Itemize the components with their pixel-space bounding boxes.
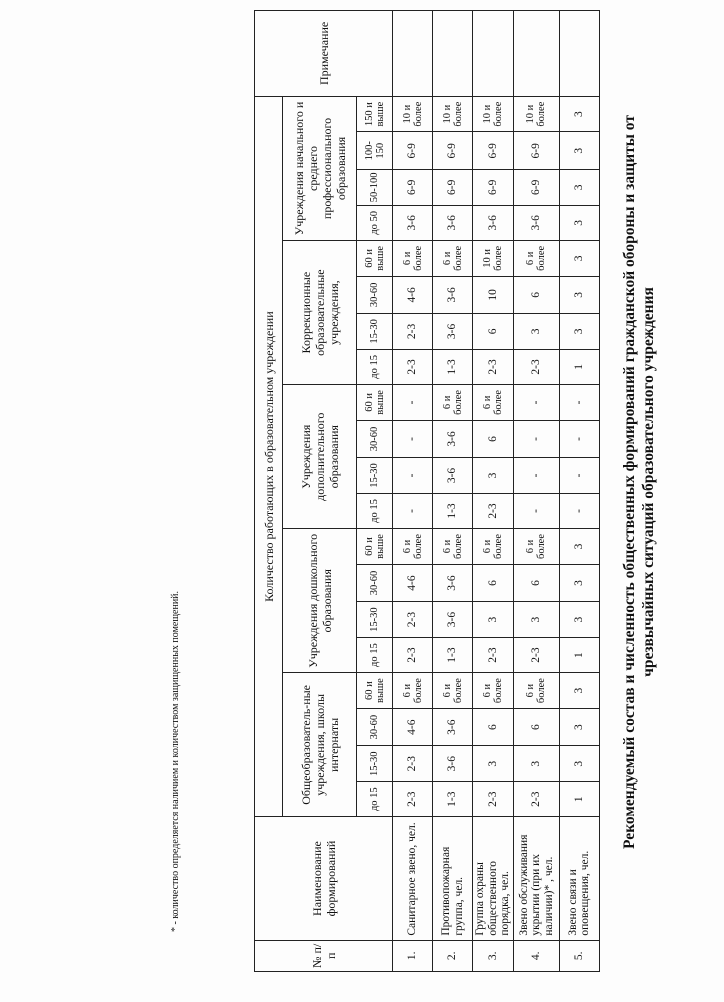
count-cell: 6 <box>473 314 514 350</box>
count-cell: 6 и более <box>473 385 514 421</box>
count-cell: 2-3 <box>393 746 433 782</box>
count-cell: 2-3 <box>393 602 433 638</box>
count-cell: 2-3 <box>513 349 559 385</box>
count-cell: 3-6 <box>433 276 473 314</box>
count-cell: 1 <box>559 349 599 385</box>
row-number: 5. <box>559 940 599 971</box>
subheader-cell: до 15 <box>357 349 393 385</box>
count-cell: 10 и более <box>513 96 559 132</box>
document-title <box>620 22 658 942</box>
count-cell: 6 и более <box>513 241 559 277</box>
count-cell: 2-3 <box>393 781 433 817</box>
count-cell: 3 <box>559 241 599 277</box>
count-cell: 3 <box>559 708 599 746</box>
subheader-cell: 15-30 <box>357 314 393 350</box>
formation-name: Звено обслуживания укрытии (при их наличии)* , чел. <box>513 817 559 940</box>
count-cell: 2-3 <box>473 493 514 529</box>
count-cell: 6 и более <box>433 241 473 277</box>
count-cell: 1-3 <box>433 493 473 529</box>
count-cell: 6-9 <box>393 170 433 206</box>
count-cell: 3-6 <box>433 420 473 458</box>
count-cell: 10 и более <box>473 241 514 277</box>
count-cell: - <box>559 493 599 529</box>
count-cell: 10 и более <box>473 96 514 132</box>
note-cell <box>473 11 514 97</box>
row-number: 4. <box>513 940 559 971</box>
header-num: № п/п <box>255 940 393 971</box>
row-number: 2. <box>433 940 473 971</box>
count-cell: 6 и более <box>393 673 433 709</box>
count-cell: 3 <box>559 564 599 602</box>
note-cell <box>393 11 433 97</box>
subheader-cell: 60 и выше <box>357 241 393 277</box>
note-cell <box>433 11 473 97</box>
count-cell: 3-6 <box>433 746 473 782</box>
count-cell: 2-3 <box>473 349 514 385</box>
note-cell <box>513 11 559 97</box>
count-cell: 1-3 <box>433 349 473 385</box>
count-cell: 4-6 <box>393 276 433 314</box>
count-cell: 3 <box>559 170 599 206</box>
count-cell: 3-6 <box>433 602 473 638</box>
table-row <box>559 11 599 972</box>
count-cell: 3 <box>559 96 599 132</box>
count-cell: - <box>559 420 599 458</box>
count-cell: 1 <box>559 637 599 673</box>
count-cell: 10 и более <box>393 96 433 132</box>
subheader-cell: 30-60 <box>357 420 393 458</box>
count-cell: 6-9 <box>393 132 433 170</box>
count-cell: 3 <box>559 314 599 350</box>
header-group-additional: Учреждения дополнительного образования <box>283 385 357 529</box>
count-cell: 3-6 <box>393 205 433 241</box>
header-group-general: Общеобразователь-ные учреждения, школы интернаты <box>283 673 357 817</box>
count-cell: - <box>513 385 559 421</box>
table-row <box>393 11 433 972</box>
subheader-cell: 50-100 <box>357 170 393 206</box>
count-cell: 6 и более <box>433 529 473 565</box>
subheader-cell: 60 и выше <box>357 385 393 421</box>
count-cell: 6-9 <box>513 170 559 206</box>
subheader-cell: 15-30 <box>357 458 393 494</box>
header-name: Наименование формирований <box>255 817 393 940</box>
count-cell: - <box>513 493 559 529</box>
count-cell: - <box>559 458 599 494</box>
count-cell: 6-9 <box>473 132 514 170</box>
formation-name: Звено связи и оповещения, чел. <box>559 817 599 940</box>
row-number: 3. <box>473 940 514 971</box>
subheader-cell: 30-60 <box>357 708 393 746</box>
count-cell: 6 и более <box>433 673 473 709</box>
count-cell: 6 <box>513 708 559 746</box>
count-cell: - <box>559 385 599 421</box>
count-cell: 4-6 <box>393 708 433 746</box>
subheader-cell: до 15 <box>357 493 393 529</box>
subheader-cell: до 50 <box>357 205 393 241</box>
count-cell: 3 <box>559 132 599 170</box>
count-cell: 3 <box>559 602 599 638</box>
count-cell: 2-3 <box>393 637 433 673</box>
count-cell: 6-9 <box>433 132 473 170</box>
count-cell: 6-9 <box>473 170 514 206</box>
count-cell: 3-6 <box>433 564 473 602</box>
count-cell: 3 <box>513 602 559 638</box>
title-line-1: Рекомендуемый состав и численность общественных формирований гражданской обороны и защиты от <box>621 115 638 849</box>
count-cell: 6 и более <box>473 673 514 709</box>
header-workers: Количество работающих в образовательном учреждении <box>255 96 283 817</box>
subheader-cell: 15-30 <box>357 746 393 782</box>
count-cell: 3-6 <box>433 205 473 241</box>
count-cell: 3 <box>559 205 599 241</box>
count-cell: - <box>393 458 433 494</box>
footnote: * - количество определяется наличием и количеством защищенных помещений. <box>170 590 181 932</box>
count-cell: 2-3 <box>513 637 559 673</box>
title-line-2: чрезвычайных ситуаций образовательного учреждения <box>640 287 657 677</box>
count-cell: 6 и более <box>433 385 473 421</box>
count-cell: 3 <box>473 746 514 782</box>
header-note: Примечание <box>255 11 393 97</box>
count-cell: 3-6 <box>513 205 559 241</box>
header-group-professional: Учреждения начального и среднего профессионального образования <box>283 96 357 240</box>
subheader-cell: 100-150 <box>357 132 393 170</box>
count-cell: 2-3 <box>513 781 559 817</box>
count-cell: 4-6 <box>393 564 433 602</box>
table-row <box>513 11 559 972</box>
header-group-correctional: Коррекционные образовательные учреждения, <box>283 241 357 385</box>
count-cell: 3-6 <box>433 314 473 350</box>
count-cell: 3-6 <box>433 458 473 494</box>
count-cell: 3 <box>559 673 599 709</box>
note-cell <box>559 11 599 97</box>
count-cell: 3 <box>559 529 599 565</box>
count-cell: 3-6 <box>473 205 514 241</box>
formation-name: Противопожарная группа, чел. <box>433 817 473 940</box>
count-cell: 3-6 <box>433 708 473 746</box>
subheader-cell: 30-60 <box>357 564 393 602</box>
header-group-preschool: Учреждения дошкольного образования <box>283 529 357 673</box>
count-cell: 6 <box>473 564 514 602</box>
count-cell: 6 <box>513 276 559 314</box>
table-row <box>473 11 514 972</box>
count-cell: 3 <box>473 602 514 638</box>
formations-table <box>254 10 600 972</box>
count-cell: - <box>513 458 559 494</box>
count-cell: - <box>393 420 433 458</box>
count-cell: 1 <box>559 781 599 817</box>
subheader-cell: 60 и выше <box>357 529 393 565</box>
count-cell: 2-3 <box>393 314 433 350</box>
count-cell: - <box>393 385 433 421</box>
row-number: 1. <box>393 940 433 971</box>
count-cell: 6 <box>473 708 514 746</box>
count-cell: 6 и более <box>513 673 559 709</box>
count-cell: - <box>513 420 559 458</box>
subheader-cell: 60 и выше <box>357 673 393 709</box>
count-cell: 2-3 <box>393 349 433 385</box>
subheader-cell: до 15 <box>357 637 393 673</box>
count-cell: 6-9 <box>433 170 473 206</box>
table-row <box>433 11 473 972</box>
count-cell: 6-9 <box>513 132 559 170</box>
formation-name: Санитарное звено, чел. <box>393 817 433 940</box>
count-cell: 1-3 <box>433 781 473 817</box>
count-cell: 2-3 <box>473 637 514 673</box>
count-cell: 3 <box>473 458 514 494</box>
count-cell: 10 <box>473 276 514 314</box>
count-cell: 6 и более <box>513 529 559 565</box>
subheader-cell: 15-30 <box>357 602 393 638</box>
count-cell: 6 <box>513 564 559 602</box>
count-cell: 3 <box>559 746 599 782</box>
count-cell: 6 и более <box>393 529 433 565</box>
count-cell: 2-3 <box>473 781 514 817</box>
count-cell: - <box>393 493 433 529</box>
count-cell: 6 <box>473 420 514 458</box>
count-cell: 10 и более <box>433 96 473 132</box>
subheader-cell: 30-60 <box>357 276 393 314</box>
count-cell: 6 и более <box>473 529 514 565</box>
count-cell: 3 <box>559 276 599 314</box>
count-cell: 3 <box>513 314 559 350</box>
subheader-cell: до 15 <box>357 781 393 817</box>
count-cell: 3 <box>513 746 559 782</box>
formation-name: Группа охраны общественного порядка, чел. <box>473 817 514 940</box>
count-cell: 1-3 <box>433 637 473 673</box>
subheader-cell: 150 и выше <box>357 96 393 132</box>
count-cell: 6 и более <box>393 241 433 277</box>
